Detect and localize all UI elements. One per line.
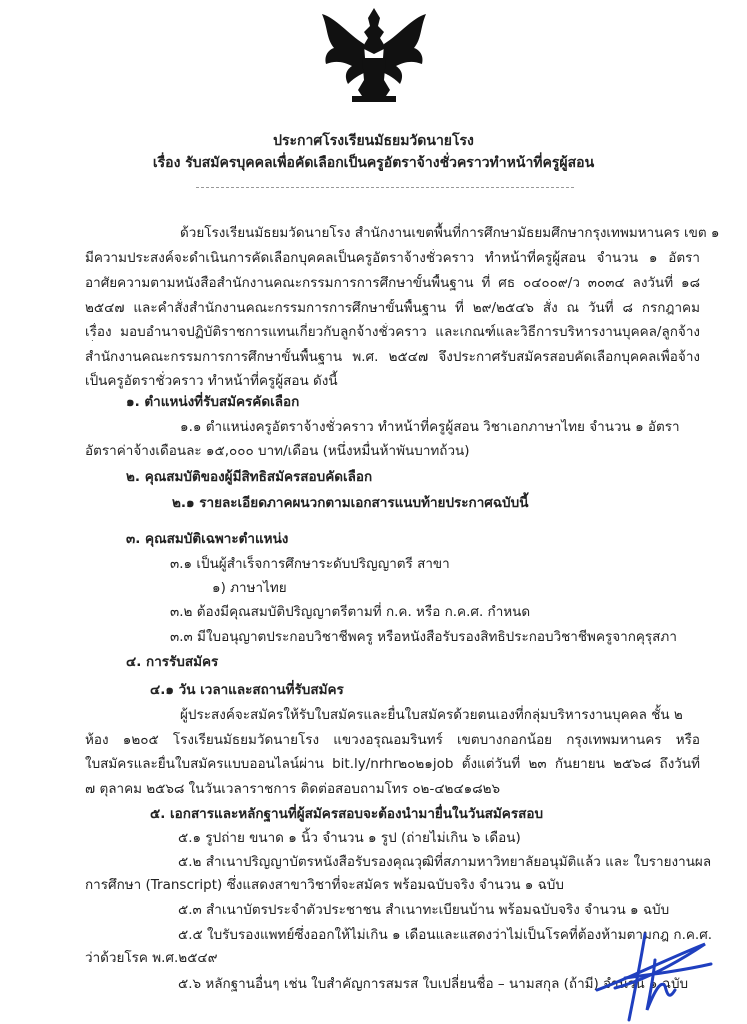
- section-5-heading: ๕. เอกสารและหลักฐานที่ผู้สมัครสอบจะต้องนำมายื่นในวันสมัครสอบ: [150, 806, 544, 822]
- section-3-item: ๓.๓ มีใบอนุญาตประกอบวิชาชีพครู หรือหนังสือรับรองสิทธิประกอบวิชาชีพครูจากคุรุสภา: [170, 629, 677, 645]
- document-title: ประกาศโรงเรียนมัธยมวัดนายโรง: [273, 133, 474, 149]
- signature: [595, 930, 715, 1024]
- section-5-item: ๕.๓ สำเนาบัตรประจำตัวประชาชน สำเนาทะเบียนบ้าน พร้อมฉบับจริง จำนวน ๑ ฉบับ: [178, 902, 670, 918]
- section-3-item: ๓.๒ ต้องมีคุณสมบัติปริญญาตรีตามที่ ก.ค. หรือ ก.ค.ศ. กำหนด: [170, 604, 531, 620]
- divider: [196, 187, 574, 188]
- document-subject: เรื่อง รับสมัครบุคคลเพื่อคัดเลือกเป็นครูอัตราจ้างชั่วคราวทำหน้าที่ครูผู้สอน: [152, 155, 595, 171]
- section-5-item-cont: การศึกษา (Transcript) ซึ่งแสดงสาขาวิชาที่จะสมัคร พร้อมฉบับจริง จำนวน ๑ ฉบับ: [85, 877, 564, 893]
- section-4-para: ผู้ประสงค์จะสมัครให้รับใบสมัครและยื่นใบสมัครด้วยตนเองที่กลุ่มบริหารงานบุคคล ชั้น ๒: [180, 707, 683, 723]
- garuda-emblem: [318, 4, 430, 108]
- section-4-item: ๔.๑ วัน เวลาและสถานที่รับสมัคร: [150, 682, 344, 698]
- intro-line: เรื่อง มอบอำนาจปฏิบัติราชการแทนเกี่ยวกับลูกจ้างชั่วคราว และเกณฑ์และวิธีการบริหารงานบุคคล/ลูกจ้าง: [85, 324, 700, 340]
- section-1-item-cont: อัตราค่าจ้างเดือนละ ๑๕,๐๐๐ บาท/เดือน (หนึ่งหมื่นห้าพันบาทถ้วน): [85, 443, 470, 459]
- section-2-heading: ๒. คุณสมบัติของผู้มีสิทธิสมัครสอบคัดเลือก: [126, 469, 373, 485]
- section-2-item: ๒.๑ รายละเอียดภาคผนวกตามเอกสารแนบท้ายประกาศฉบับนี้: [172, 495, 529, 511]
- section-5-item: ๕.๖ หลักฐานอื่นๆ เช่น ใบสำคัญการสมรส ใบเปลี่ยนชื่อ – นามสกุล (ถ้ามี) จำนวน ๑ ฉบับ: [178, 976, 689, 992]
- section-4-para: ๗ ตุลาคม ๒๕๖๘ ในวันเวลาราชการ ติดต่อสอบถามโทร ๐๒-๔๒๔๑๘๒๖: [85, 781, 501, 797]
- section-5-item: ๕.๕ ใบรับรองแพทย์ซึ่งออกให้ไม่เกิน ๑ เดือนและแสดงว่าไม่เป็นโรคที่ต้องห้ามตามกฎ ก.ค.ศ.: [178, 927, 713, 943]
- intro-line: ด้วยโรงเรียนมัธยมวัดนายโรง สำนักงานเขตพื้นที่การศึกษามัธยมศึกษากรุงเทพมหานคร เขต ๑: [180, 225, 720, 241]
- section-5-item-cont: ว่าด้วยโรค พ.ศ.๒๕๔๙: [85, 950, 218, 966]
- section-5-item: ๕.๒ สำเนาปริญญาบัตรหนังสือรับรองคุณวุฒิที่สภามหาวิทยาลัยอนุมัติแล้ว และ ใบรายงานผล: [178, 854, 712, 870]
- intro-line: เป็นครูอัตราชั่วคราว ทำหน้าที่ครูผู้สอน ดังนี้: [85, 373, 338, 389]
- section-1-item: ๑.๑ ตำแหน่งครูอัตราจ้างชั่วคราว ทำหน้าที่ครูผู้สอน วิชาเอกภาษาไทย จำนวน ๑ อัตรา: [180, 419, 680, 435]
- intro-line: มีความประสงค์จะดำเนินการคัดเลือกบุคคลเป็นครูอัตราจ้างชั่วคราว ทำหน้าที่ครูผู้สอน จำนวน ๑ อัตรา: [85, 250, 700, 266]
- intro-line: สำนักงานคณะกรรมการการศึกษาขั้นพื้นฐาน พ.ศ. ๒๕๔๗ จึงประกาศรับสมัครสอบคัดเลือกบุคคลเพื่อจ้าง: [85, 349, 700, 365]
- intro-line: อาศัยความตามหนังสือสำนักงานคณะกรรมการการศึกษาขั้นพื้นฐาน ที่ ศธ ๐๔๐๐๙/ว ๓๐๓๔ ลงวันที่ ๑๘: [85, 275, 700, 291]
- intro-line: ๒๕๔๗ และคำสั่งสำนักงานคณะกรรมการการศึกษาขั้นพื้นฐาน ที่ ๒๙/๒๕๔๖ สั่ง ณ วันที่ ๘ กรกฎาคม: [85, 300, 700, 316]
- section-3-heading: ๓. คุณสมบัติเฉพาะตำแหน่ง: [126, 531, 289, 547]
- section-5-item: ๕.๑ รูปถ่าย ขนาด ๑ นิ้ว จำนวน ๑ รูป (ถ่ายไม่เกิน ๖ เดือน): [178, 830, 521, 846]
- section-3-subitem: ๑) ภาษาไทย: [212, 580, 287, 596]
- section-4-para: ห้อง ๑๒๐๕ โรงเรียนมัธยมวัดนายโรง แขวงอรุณอมรินทร์ เขตบางกอกน้อย กรุงเทพมหานคร หรือ: [85, 732, 700, 748]
- section-1-heading: ๑. ตำแหน่งที่รับสมัครคัดเลือก: [126, 394, 300, 410]
- section-3-item: ๓.๑ เป็นผู้สำเร็จการศึกษาระดับปริญญาตรี สาขา: [170, 556, 450, 572]
- section-4-heading: ๔. การรับสมัคร: [126, 654, 219, 670]
- section-4-para: ใบสมัครและยื่นใบสมัครแบบออนไลน์ผ่าน bit.ly/nrhr๒๐๒๑job ตั้งแต่วันที่ ๒๓ กันยายน ๒๕๖๘ ถึงวันที่: [85, 756, 700, 772]
